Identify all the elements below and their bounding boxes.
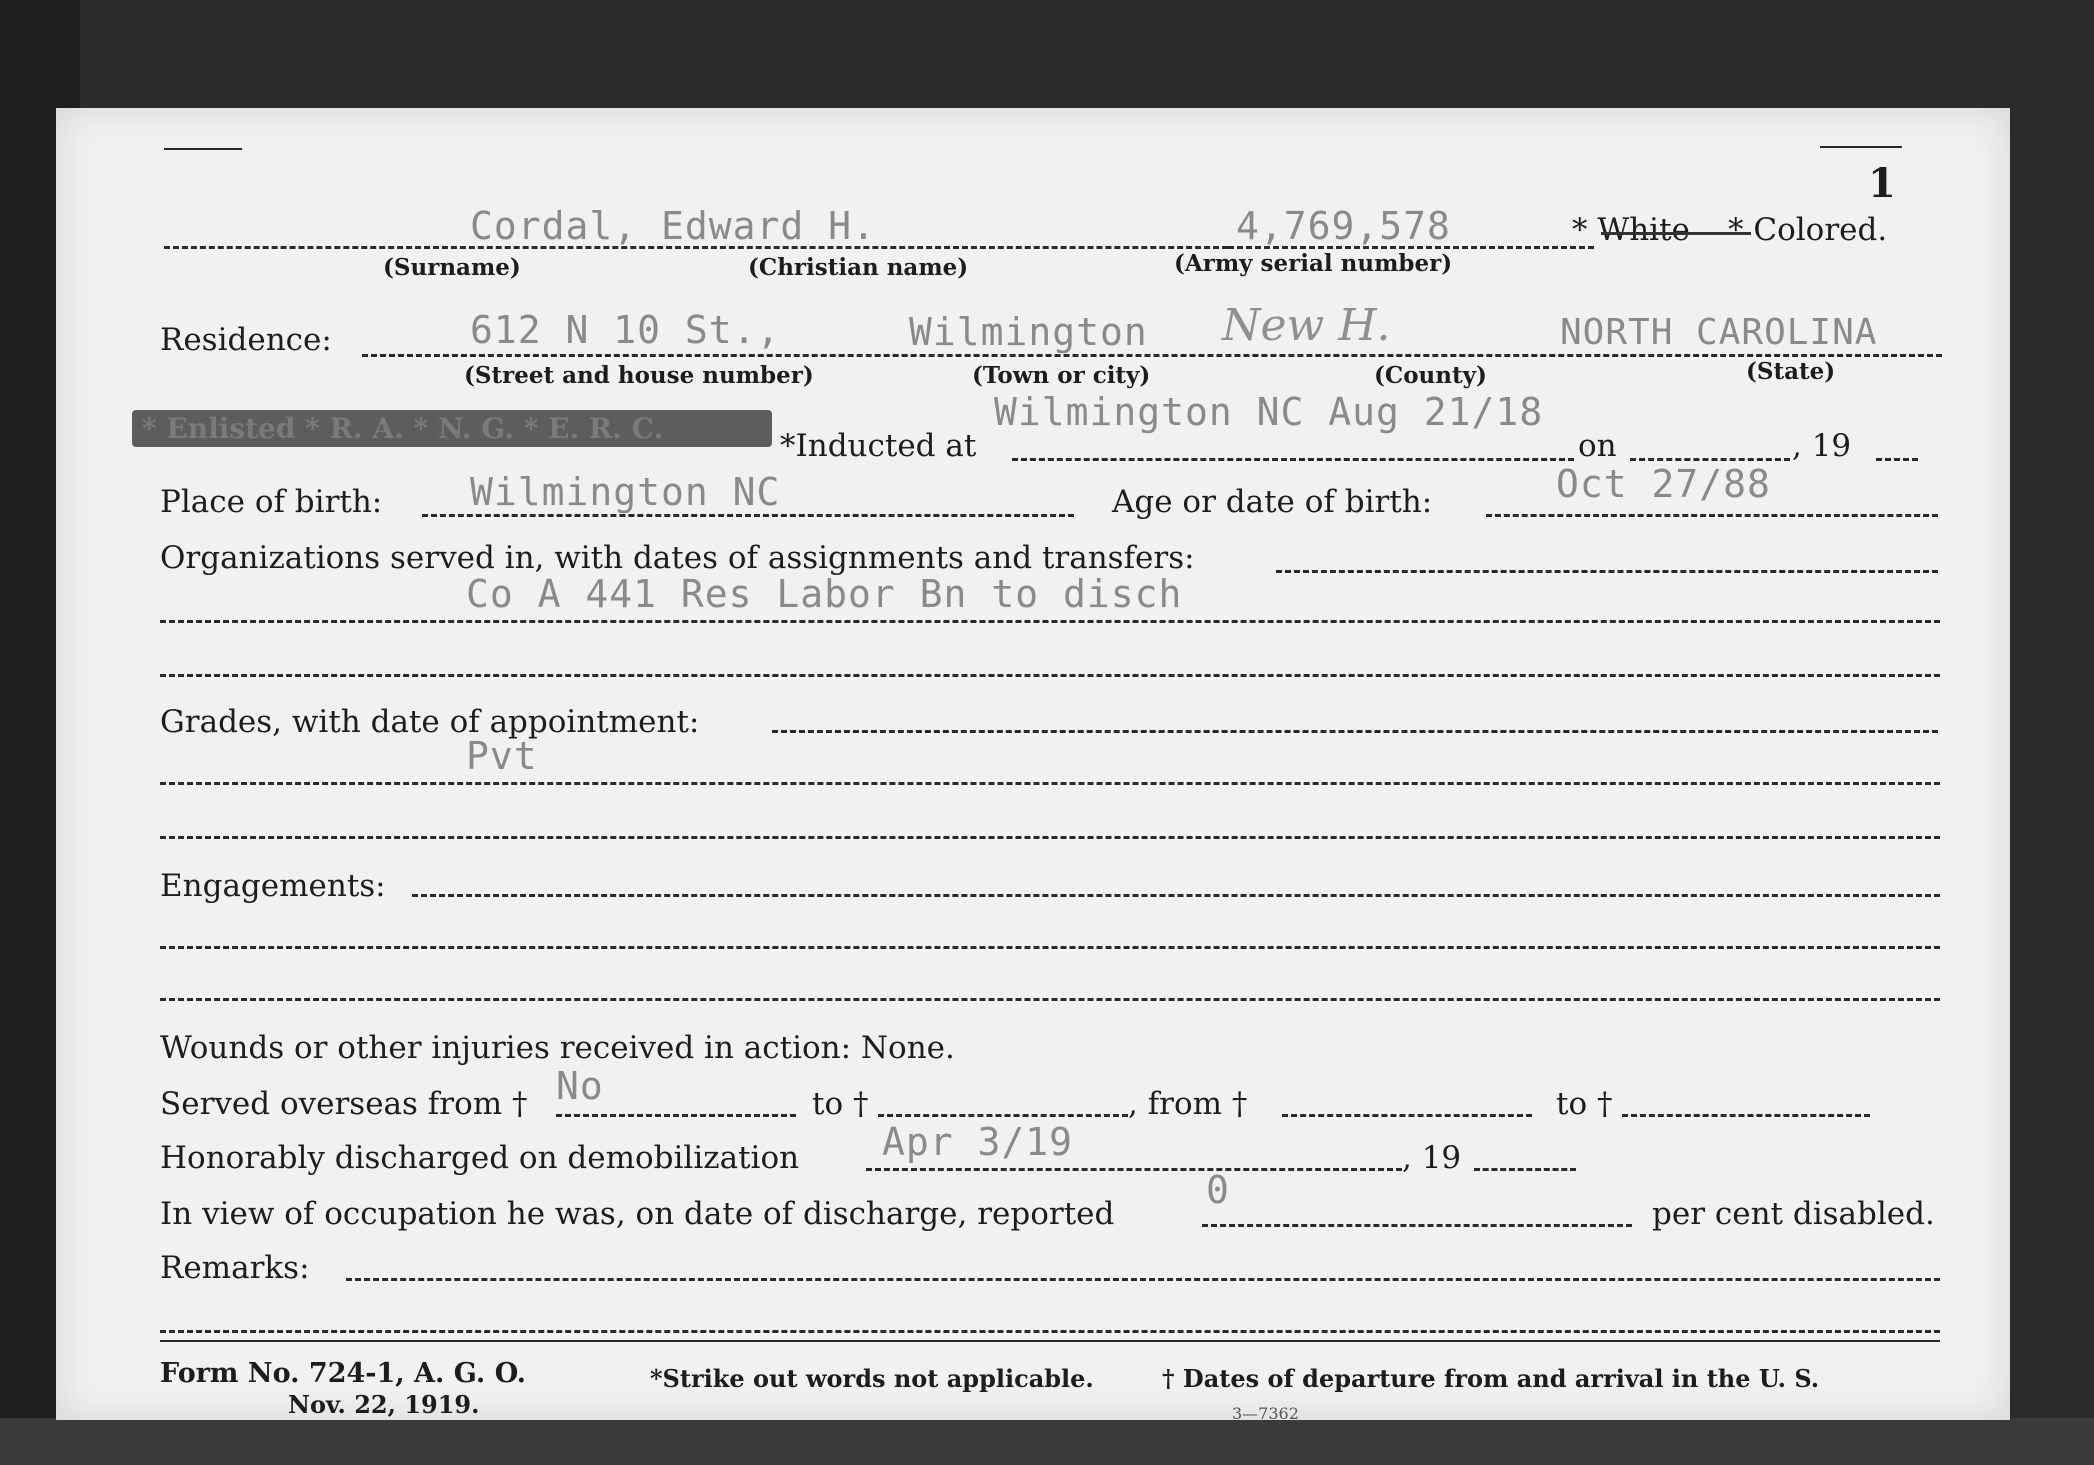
organizations-line-1 — [1276, 570, 1938, 573]
engagements-line-2 — [160, 946, 1940, 949]
footnote-strike-out: *Strike out words not applicable. — [650, 1364, 1094, 1393]
engagements-label: Engagements: — [160, 868, 386, 904]
organizations-line-3 — [160, 674, 1940, 677]
overseas-to-line — [878, 1114, 1128, 1117]
street-value: 612 N 10 St., — [470, 308, 781, 352]
county-value: New H. — [1222, 300, 1391, 351]
birth-place-label: Place of birth: — [160, 484, 383, 520]
grades-line-1 — [772, 730, 1938, 733]
surname-caption: (Surname) — [383, 254, 521, 281]
disability-value: 0 — [1206, 1168, 1230, 1212]
discharged-line — [866, 1168, 1402, 1171]
age-line — [1486, 514, 1938, 517]
footnote-dates: † Dates of departure from and arrival in the U. S. — [1162, 1364, 1820, 1393]
organizations-label: Organizations served in, with dates of assignments and transfers: — [160, 540, 1195, 576]
street-caption: (Street and house number) — [464, 362, 814, 389]
grades-value: Pvt — [466, 734, 538, 778]
name-value: Cordal, Edward H. — [470, 204, 876, 248]
residence-label: Residence: — [160, 322, 332, 358]
engagements-line-1 — [412, 894, 1940, 897]
grades-line-2 — [160, 782, 1940, 785]
grades-line-3 — [160, 836, 1940, 839]
overseas-from-line — [556, 1114, 796, 1117]
top-left-rule — [164, 148, 242, 150]
discharged-year-line — [1474, 1168, 1576, 1171]
town-caption: (Town or city) — [972, 362, 1151, 389]
inducted-line — [1012, 458, 1574, 461]
page-number: 1 — [1868, 160, 1896, 207]
inducted-value: Wilmington NC Aug 21/18 — [994, 390, 1544, 434]
engagements-line-3 — [160, 998, 1940, 1001]
serial-value: 4,769,578 — [1236, 204, 1451, 248]
county-caption: (County) — [1374, 362, 1487, 389]
age-label: Age or date of birth: — [1112, 484, 1433, 520]
remarks-line-2 — [160, 1330, 1940, 1333]
footer-rule — [160, 1340, 1940, 1342]
overseas-value: No — [556, 1064, 604, 1108]
scanner-background-bottom — [0, 1418, 2094, 1465]
grades-label: Grades, with date of appointment: — [160, 704, 700, 740]
service-record-card — [56, 108, 2010, 1423]
to2-label: to † — [1556, 1086, 1613, 1122]
residence-line — [362, 354, 1942, 357]
town-value: Wilmington — [909, 310, 1148, 354]
top-right-rule — [1820, 146, 1902, 148]
organizations-line-2 — [160, 620, 1940, 623]
birth-place-value: Wilmington NC — [470, 470, 781, 514]
state-value: NORTH CAROLINA — [1560, 312, 1878, 353]
disability-label: In view of occupation he was, on date of discharge, reported — [160, 1196, 1115, 1232]
percent-disabled-label: per cent disabled. — [1652, 1196, 1935, 1232]
on-label: on — [1578, 428, 1617, 464]
enlisted-redaction: * Enlisted * R. A. * N. G. * E. R. C. — [132, 410, 772, 447]
discharged-year-label: , 19 — [1402, 1140, 1462, 1176]
christian-name-caption: (Christian name) — [748, 254, 969, 281]
wounds-label: Wounds or other injuries received in action: None. — [160, 1030, 955, 1066]
on-line — [1630, 458, 1790, 461]
form-number: Form No. 724-1, A. G. O. — [160, 1358, 527, 1389]
race-colored-label: * Colored. — [1728, 212, 1888, 248]
overseas-to2-line — [1622, 1114, 1870, 1117]
disability-line — [1202, 1224, 1632, 1227]
overseas-label: Served overseas from † — [160, 1086, 528, 1122]
from-label: , from † — [1128, 1086, 1248, 1122]
print-code: 3—7362 — [1232, 1404, 1299, 1423]
inducted-label: *Inducted at — [780, 428, 977, 464]
inducted-year-label: , 19 — [1792, 428, 1852, 464]
birth-place-line — [422, 514, 1074, 517]
age-value: Oct 27/88 — [1556, 462, 1771, 506]
state-caption: (State) — [1746, 358, 1836, 385]
remarks-line-1 — [346, 1278, 1940, 1281]
remarks-label: Remarks: — [160, 1250, 310, 1286]
organizations-value: Co A 441 Res Labor Bn to disch — [466, 572, 1183, 616]
overseas-from2-line — [1282, 1114, 1532, 1117]
serial-caption: (Army serial number) — [1174, 250, 1453, 277]
race-white-label: * White — [1572, 212, 1690, 248]
discharged-value: Apr 3/19 — [882, 1120, 1074, 1164]
form-date: Nov. 22, 1919. — [288, 1390, 480, 1419]
discharged-label: Honorably discharged on demobilization — [160, 1140, 800, 1176]
inducted-year-line — [1876, 458, 1918, 461]
to-label: to † — [812, 1086, 869, 1122]
